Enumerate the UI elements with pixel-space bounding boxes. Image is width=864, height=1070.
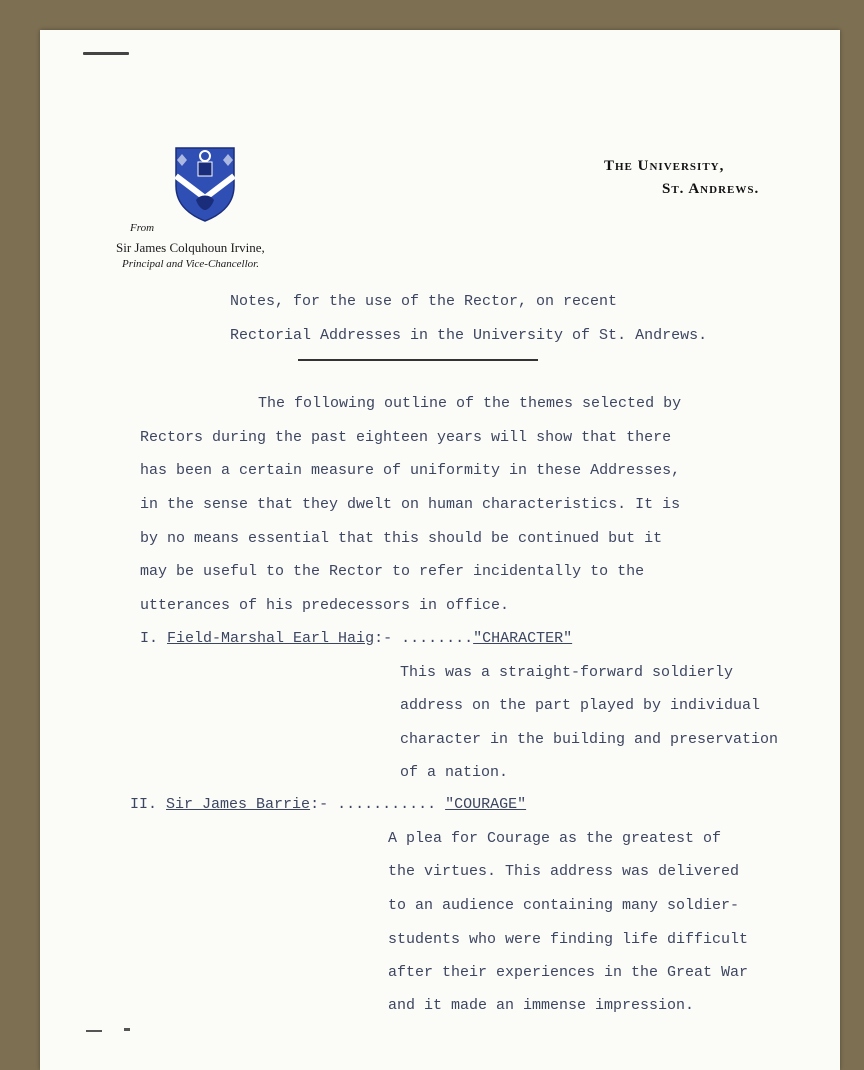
entry-heading xyxy=(130,796,526,813)
university-town: St. Andrews. xyxy=(662,181,760,197)
edge-mark xyxy=(86,1030,102,1032)
university-name: The University, xyxy=(604,158,725,174)
entry-line: address on the part played by individual xyxy=(400,697,761,714)
letterhead-from xyxy=(116,222,316,270)
entry-line: and it made an immense impression. xyxy=(388,997,695,1014)
intro-line: by no means essential that this should be continued but it xyxy=(140,530,663,547)
edge-mark-small xyxy=(124,1028,130,1031)
entry-line: A plea for Courage as the greatest of xyxy=(388,830,722,847)
entry-line: the virtues. This address was delivered xyxy=(388,863,740,880)
entry-numeral: II. xyxy=(130,796,158,813)
entry-line: after their experiences in the Great War xyxy=(388,964,749,981)
university-crest-icon xyxy=(174,146,236,222)
intro-line: utterances of his predecessors in office. xyxy=(140,597,510,614)
entry-separator: :- ........... xyxy=(310,796,446,813)
entry-line: students who were finding life difficult xyxy=(388,931,749,948)
entry-heading xyxy=(140,630,572,647)
entry-line: of a nation. xyxy=(400,764,509,781)
entry-theme: "COURAGE" xyxy=(445,796,527,813)
entry-name: Sir James Barrie xyxy=(166,796,311,813)
from-role: Principal and Vice-Chancellor. xyxy=(122,258,259,270)
intro-line: in the sense that they dwelt on human characteristics. It is xyxy=(140,496,681,513)
staple-mark xyxy=(83,52,129,55)
intro-line: Rectors during the past eighteen years will show that there xyxy=(140,429,672,446)
intro-line: has been a certain measure of uniformity in these Addresses, xyxy=(140,462,681,479)
entry-theme: "CHARACTER" xyxy=(473,630,573,647)
entry-name: Field-Marshal Earl Haig xyxy=(167,630,375,647)
document-title-line-2: Rectorial Addresses in the University of St. Andrews. xyxy=(230,327,708,344)
from-label: From xyxy=(130,222,155,234)
document-title-line-1: Notes, for the use of the Rector, on recent xyxy=(230,293,618,310)
entry-line: This was a straight-forward soldierly xyxy=(400,664,734,681)
from-name: Sir James Colquhoun Irvine, xyxy=(116,240,265,255)
entry-separator: :- ........ xyxy=(374,630,474,647)
intro-line: may be useful to the Rector to refer incidentally to the xyxy=(140,563,645,580)
entry-line: character in the building and preservation xyxy=(400,731,779,748)
entry-line: to an audience containing many soldier- xyxy=(388,897,740,914)
entry-numeral: I. xyxy=(140,630,159,647)
title-underline xyxy=(298,359,538,361)
university-address xyxy=(604,158,759,198)
intro-line: The following outline of the themes selected by xyxy=(258,395,682,412)
